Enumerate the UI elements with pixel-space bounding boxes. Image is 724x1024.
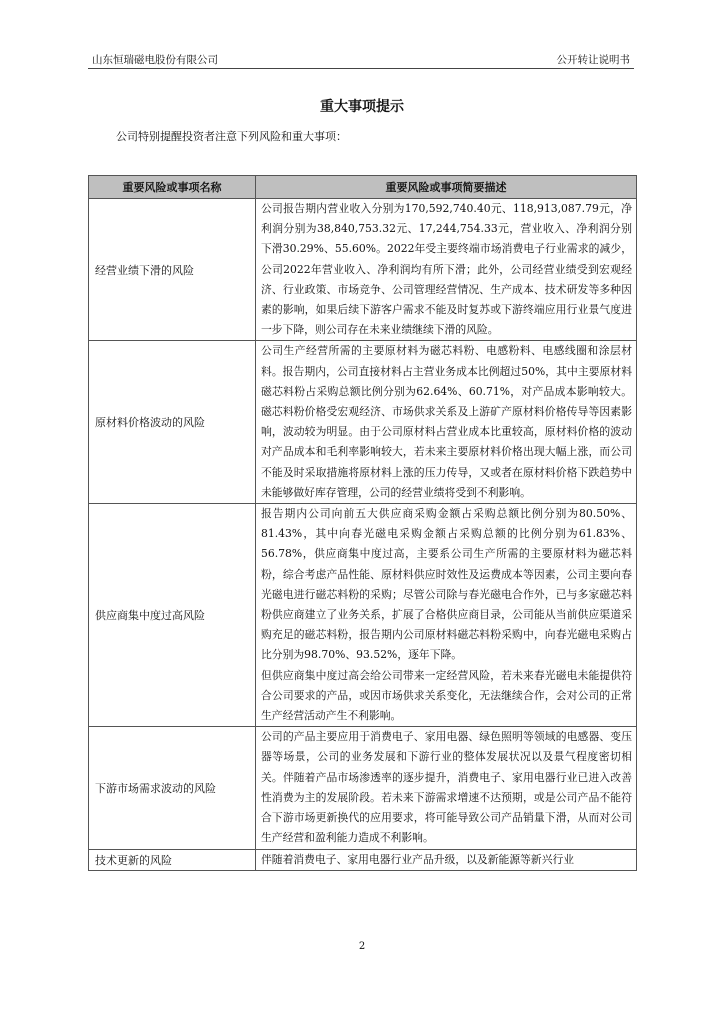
table-row xyxy=(89,849,637,870)
table-header-row xyxy=(89,176,637,199)
table-row xyxy=(89,504,637,727)
desc-paragraph: 伴随着消费电子、家用电器行业产品升级，以及新能源等新兴行业 xyxy=(261,852,575,866)
desc-paragraph: 公司报告期内营业收入分别为170,592,740.40元、118,913,087.79元，净利润分别为38,840,753.32元、17,244,754.33元，营业收入、净利润分别下滑30.29%、55.60%。2022年受主要终端市场消费电子行业需求的减少，公司2022年营业收入、净利润均有所下滑；此外，公司经营业绩受到宏观经济、行业政策、市场竞争、公司管理经营情况、生产成本、技术研发等多种因素的影响，如果后续下游客户需求不能及时复苏或下游终端应用行业景气度进一步下降，则公司存在未来业绩继续下滑的风险。 xyxy=(261,202,632,337)
risk-desc xyxy=(256,727,637,849)
col-header-name: 重要风险或事项名称 xyxy=(89,176,256,199)
intro-text: 公司特别提醒投资者注意下列风险和重大事项： xyxy=(116,130,347,143)
desc-paragraph: 报告期内公司向前五大供应商采购金额占采购总额比例分别为80.50%、81.43%，其中向春光磁电采购金额占采购总额的比例分别为61.83%、56.78%，供应商集中度过高，主要系公司生产所需的主要原材料为磁芯料粉，综合考虑产品性能、原材料供应时效性及运费成本等因素，公司主要向春光磁电进行磁芯料粉的采购；尽管公司除与春光磁电合作外，已与多家磁芯料粉供应商建立了业务关系，扩展了合格供应商目录，公司能从当前供应渠道采购充足的磁芯料粉，报告期内公司原材料磁芯料粉采购中，向春光磁电采购占比分别为98.70%、93.52%，逐年下降。 xyxy=(261,507,632,662)
header-rule xyxy=(88,68,634,69)
risk-desc xyxy=(256,199,637,341)
risk-desc xyxy=(256,849,637,870)
risk-name: 技术更新的风险 xyxy=(89,849,256,870)
desc-paragraph: 公司生产经营所需的主要原材料为磁芯料粉、电感粉料、电感线圈和涂层材料。报告期内，公司直接材料占主营业务成本比例超过50%，其中主要原材料磁芯料粉占采购总额比例分别为62.64%、60.71%，对产品成本影响较大。磁芯料粉价格受宏观经济、市场供求关系及上游矿产原材料价格传导等因素影响，波动较为明显。由于公司原材料占营业成本比重较高，原材料价格的波动对产品成本和毛利率影响较大，若未来主要原材料价格出现大幅上涨，而公司不能及时采取措施将原材料上涨的压力传导，又或者在原材料价格下跌趋势中未能够做好库存管理，公司的经营业绩将受到不利影响。 xyxy=(261,344,632,499)
risk-name: 经营业绩下滑的风险 xyxy=(89,199,256,341)
risk-name: 原材料价格波动的风险 xyxy=(89,341,256,504)
header-company: 山东恒瑞磁电股份有限公司 xyxy=(92,54,218,66)
page-number: 2 xyxy=(358,941,366,952)
col-header-desc: 重要风险或事项简要描述 xyxy=(256,176,637,199)
risk-desc xyxy=(256,504,637,727)
table-row xyxy=(89,341,637,504)
risk-name: 供应商集中度过高风险 xyxy=(89,504,256,727)
risk-desc xyxy=(256,341,637,504)
table-row xyxy=(89,199,637,341)
desc-paragraph: 但供应商集中度过高会给公司带来一定经营风险，若未来春光磁电未能提供符合公司要求的产品，或因市场供求关系变化，无法继续合作，会对公司的正常生产经营活动产生不利影响。 xyxy=(261,668,632,723)
risk-table xyxy=(88,175,637,871)
desc-paragraph: 公司的产品主要应用于消费电子、家用电器、绿色照明等领域的电感器、变压器等场景，公司的业务发展和下游行业的整体发展状况以及景气程度密切相关。伴随着产品市场渗透率的逐步提升，消费电子、家用电器行业已进入改善性消费为主的发展阶段。若未来下游需求增速不达预期，或是公司产品不能符合下游市场更新换代的应用要求，将可能导致公司产品销量下滑，从而对公司生产经营和盈利能力造成不利影响。 xyxy=(261,730,632,845)
risk-name: 下游市场需求波动的风险 xyxy=(89,727,256,849)
page-title: 重大事项提示 xyxy=(320,99,404,115)
table-row xyxy=(89,727,637,849)
header-doc-title: 公开转让说明书 xyxy=(556,54,630,66)
